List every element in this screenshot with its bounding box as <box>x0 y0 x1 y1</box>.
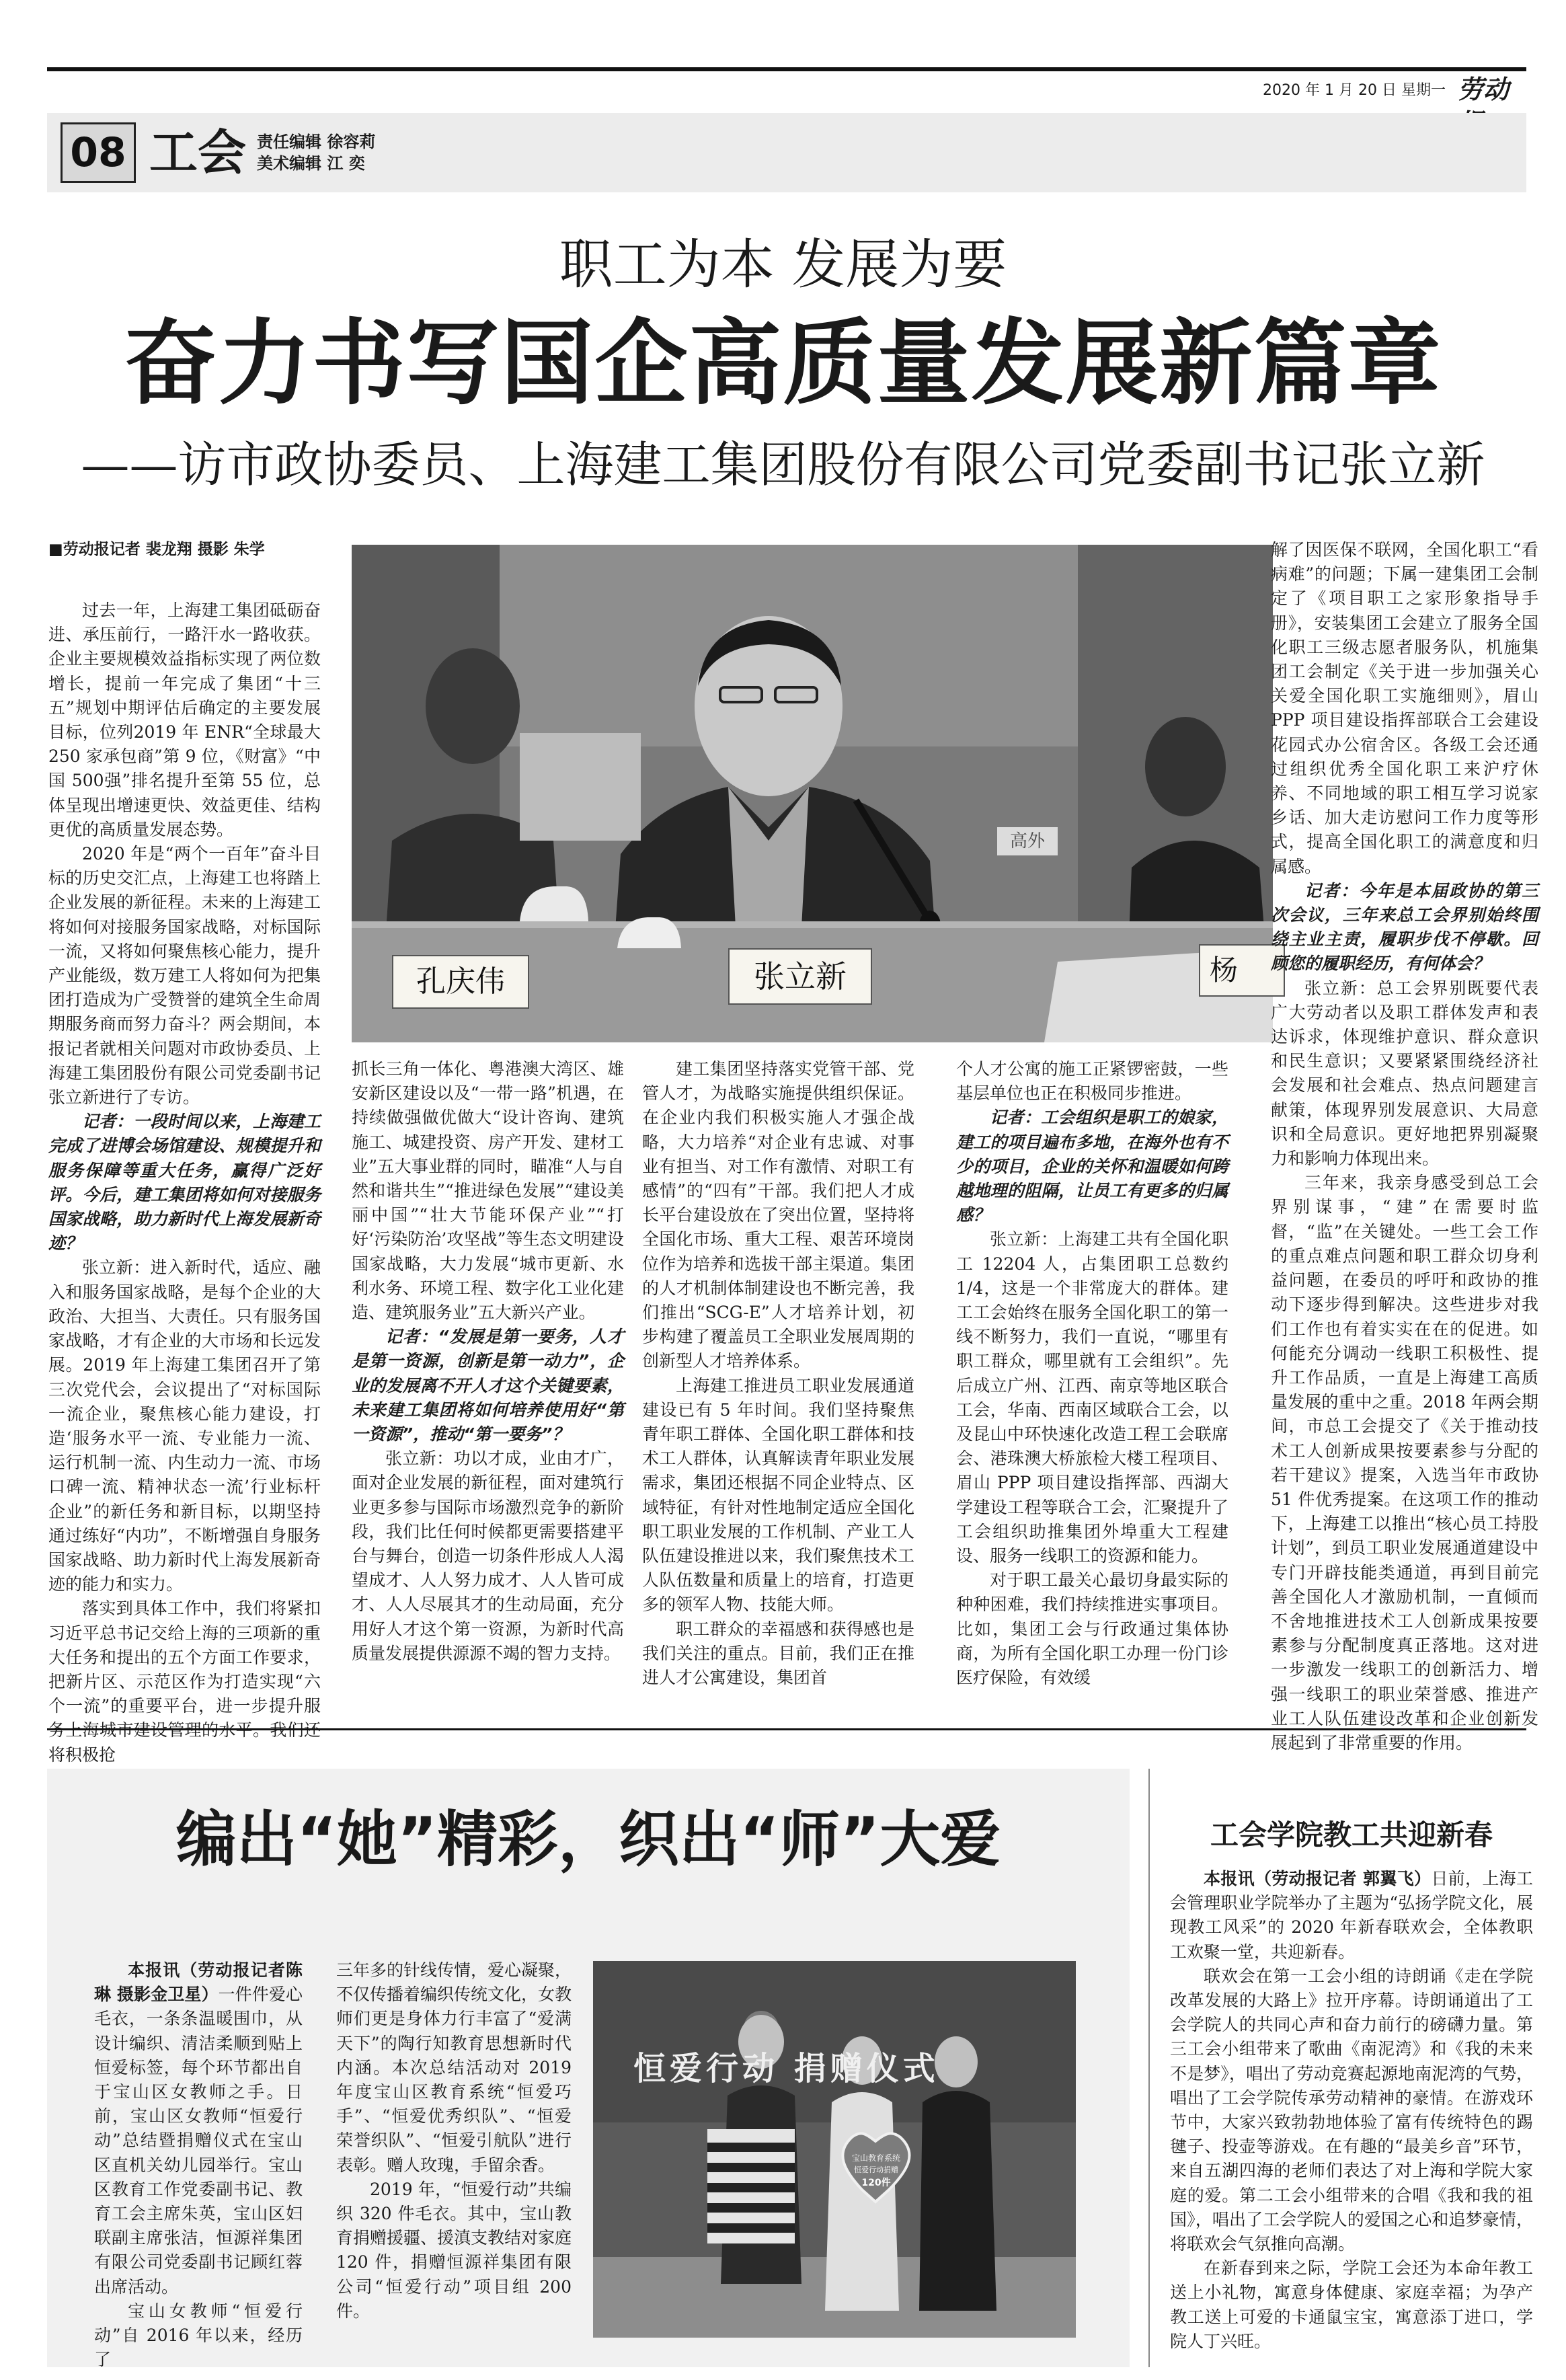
lead-kicker: 职工为本 发展为要 <box>559 233 1007 296</box>
answer-paragraph: 三年来，我亲身感受到总工会界别谋事，“建”在需要时监督，“监”在关键处。一些工会工作的重点难点问题和职工群众切身利益问题，在委员的呼吁和政协的推动下逐步得到解决。这些进步对我们工作也有着实实在在的促进。如何能充分调动一线职工积极性、提升工作品质，一直是上海建工高质量发展的重中之重。2018 年两会期间，市总工会提交了《关于推动技术工人创新成果按要素参与分配的若干建议》提案，入选当年市政协 51 件优秀提案。在这项工作的推动下，上海建工以推出“核心员工持股计划”，到员工职业发展通道建设中专门开辟技能类通道，再到目前完善全国化人才激励机制，一直倾而不舍地推进技术工人创新成果按要素参与分配制度真正落地。这对进一步激发一线职工的创新活力、增强一线职工的职业荣誉感、推进产业工人队伍建设改革和企业创新发展起到了非常重要的作用。 <box>1271 1173 1538 1753</box>
paragraph: 抓长三角一体化、粤港澳大湾区、雄安新区建设以及“一带一路”机遇，在持续做强做优做大“设计咨询、建筑施工、城建投资、房产开发、建材工业”五大事业群的同时，瞄准“人与自然和谐共生”“推进绿色发展”“建设美丽中国”“壮大节能环保产业”“打好‘污染防治’攻坚战”等生态文明建设国家战略，大力发展“城市更新、水利水务、环境工程、数字化工业化建造、建筑服务业”五大新兴产业。 <box>352 1059 624 1323</box>
answer-paragraph: 张立新：上海建工共有全国化职工 12204 人，占集团职工总数约 1/4，这是一个非常庞大的群体。建工工会始终在服务全国化职工的第一线不断努力，我们一直说，“哪里有职工群众，哪里就有工会组织”。先后成立广州、江西、南京等地区联合工会，华南、西南区域联合工会，以及昆山中环快速化改造工程工会联席会、港珠澳大桥旅检大楼工程项目、眉山 PPP 项目建设指挥部、西湖大学建设工程等联合工会，汇聚提升了工会组织助推集团外埠重大工程建设、服务一线职工的资源和能力。 <box>956 1229 1228 1566</box>
paragraph: 职工群众的幸福感和获得感也是我们关注的重点。目前，我们正在推进人才公寓建设，集团首 <box>642 1619 914 1688</box>
byline-paragraph <box>94 1958 303 2299</box>
lead-column-3 <box>642 1057 914 1689</box>
paragraph: 过去一年，上海建工集团砥砺奋进、承压前行，一路汗水一路收获。企业主要规模效益指标实现了两位数增长，提前一年完成了集团“十三五”规划中期评估后确定的主要发展目标，位列2019 年 ENR“全球最大 250 家承包商”第 9 位，《财富》“中国 500强”排名提升至第 55 位，总体呈现出增速更快、效益更佳、结构更优的高质量发展态势。 <box>48 601 321 839</box>
photo-card-line: 恒爱行动捐赠 <box>854 2165 898 2174</box>
lead-column-1 <box>48 599 321 1765</box>
answer-paragraph: 落实到具体工作中，我们将紧扣习近平总书记交给上海的三项新的重大任务和提出的五个方面工作要求，把新片区、示范区作为打造实现“六个一流”的重要平台，进一步提升服 将积极抢 <box>48 1599 321 1765</box>
knitting-column-2 <box>336 1958 572 2335</box>
photo-banner-text: 恒爱行动 捐赠仪式 <box>633 2050 939 2087</box>
newspaper-logo: 劳动 <box>1458 74 1510 104</box>
paragraph: 个人才公寓的施工正紧锣密鼓，一些基层单位也正在积极同步推进。 <box>956 1059 1228 1104</box>
paragraph: 解了因医保不联网，全国化职工“看病难”的问题；下属一建集团工会制定了《项目职工之家形象指导手册》，安装集团工会建立了服务全国化职工三级志愿者服务队，机施集团工会制定《关于进一步加强关心关爱全国化职工实施细则》，眉山 PPP 项目建设指挥部联合工会建设花园式办公宿舍区。各级工会还通过组织优秀全国化职工来沪疗休养、不同地域的职工相互学习说家乡话、加大走访慰问工作力度等形式，提高全国化职工的满意度和归属感。 <box>1271 540 1538 876</box>
paragraph: 建工集团坚持落实党管干部、党管人才，为战略实施提供组织保证。在企业内我们积极实施人才强企战略，大力培养“对企业有忠诚、对事业有担当、对工作有激情、对职工有感情”的“四有”干部。我们把人才成长平台建设放在了突出位置，坚持将全国化市场、重大工程、艰苦环境岗位作为培养和选拔干部主渠道。集团的人才机制体制建设也不断完善，我们推出“SCG-E”人才培养计划，初步构建了覆盖员工全职业发展周期的创新型人才培养体系。 <box>642 1059 914 1371</box>
knitting-photo <box>593 1961 1076 2338</box>
byline-name: 陈琳 摄影金卫星） <box>94 1960 303 2005</box>
lead-subhead: ——访市政协委员、上海建工集团股份有限公司党委副书记张立新 <box>81 436 1485 493</box>
answer-paragraph: 张立新：总工会界别既要代表广大劳动者以及职工群体发声和表达诉求，体现维护意识、群众意识和民生意识；又要紧紧围绕经济社会发展和社会难点、热点问题建言献策，体现界别发展意识、大局意识和全局意识。更好地把界别凝聚力和影响力体现出来。 <box>1271 978 1538 1169</box>
page-number-box <box>61 122 136 183</box>
nameplate-kong: 孔庆伟 <box>392 955 529 1009</box>
lead-column-4 <box>956 1057 1228 1689</box>
paragraph: 2019 年，“恒爱行动”共编织 320 件毛衣。其中，宝山教育捐赠援疆、援滇支教结对家庭 120 件，捐赠恒源祥集团有限公司“恒爱行动”项目组 200件。 <box>336 2179 572 2321</box>
issue-date: 2020 年 1 月 20 日 星期一 <box>1263 82 1446 99</box>
new-year-headline: 工会学院教工共迎新春 <box>1210 1818 1493 1851</box>
lead-text: 一件件爱心毛衣，一条条温暖围巾，从设计编织、清洁柔顺到贴上恒爱标签，每个环节都出自于宝山区女教师之手。日前，宝山区女教师“恒爱行动”总结暨捐赠仪式在宝山区直机关幼儿园举行。宝山区教育工作党委副书记、教育工会主席朱英，宝山区妇联副主席张洁，恒源祥集团有限公司党委副书记顾红蓉出席活动。 <box>94 1985 303 2297</box>
photo-card-title: 宝山教育系统 <box>851 2153 900 2163</box>
answer-paragraph: 张立新：进入新时代，适应、融入和服务国家战略，是每个企业的大政治、大担当、大责任。只有服务国家战略，才有企业的大市场和长远发展。2019 年上海建工集团召开了第三次党代会，会议提出了“对标国际一流企业，聚焦核心能力建设，打造‘服务水平一流、专业能力一流、运行机制一流、内生动力一流、市场口碑一流、精神状态一流’行业标杆企业”的新任务和新目标，以期坚持通过练好“内功”，不断增强自身服务国家战略、助力新时代上海发展新奇迹的能力和实力。 <box>48 1258 321 1595</box>
bottom-column-divider <box>1148 1769 1150 2367</box>
knitting-headline: 编出“她”精彩，织出“师”大爱 <box>175 1804 1001 1875</box>
lead-column-5 <box>1271 538 1538 1753</box>
editor-line-2: 美术编辑 江 奕 <box>257 154 365 173</box>
top-rule <box>47 67 1526 71</box>
question-2: 记者：“发展是第一要务，人才是第一资源，创新是第一动力”，企业的发展离不开人才这个关键要素，未来建工集团将如何培养使用好“第一资源”，推动“第一要务”？ <box>352 1327 624 1445</box>
paragraph: 2020 年是“两个一百年”奋斗目标的历史交汇点，上海建工也将踏上企业发展的新征程。未来的上海建工将如何对接服务国家战略，对标国际一流，又将如何聚焦核心能力，提升产业能级，数万建工人将如何为把集团打造成为广受赞誉的建筑全生命周期服务商而努力奋斗？两会期间，本报记者就相关问题对市政协委员、上海建工集团股份有限公司党委副书记张立新进行了专访。 <box>48 844 321 1108</box>
photo-card-number: 120件 <box>861 2178 891 2188</box>
question-4: 记者：今年是本届政协的第三次会议，三年来总工会界别始终围绕主业主责，履职步伐不停歇。回顾您的履职经历，有何体会？ <box>1271 880 1538 974</box>
section-header-bar <box>47 113 1526 192</box>
lead-headline: 奋力书写国企高质量发展新篇章 <box>124 309 1442 418</box>
byline-paragraph <box>1170 1867 1533 1964</box>
nameplate-yang: 杨 <box>1199 944 1285 997</box>
nameplate-zhang: 张立新 <box>728 948 872 1005</box>
paragraph: 三年多的针线传情，爱心凝聚，不仅传播着编织传统文化，女教师们更是身体力行丰富了“爱满天下”的陶行知教育思想新时代内涵。本次总结活动对 2019 年度宝山区教育系统“恒爱巧手”、“恒爱优秀织队”、“恒爱荣誉织队”、“恒爱引航队”进行表彰。赠人玫瑰，手留余香。 <box>336 1960 572 2175</box>
lead-text: 日前，上海工会管理职业学院举办了主题为“弘扬学院文化，展现教工风采”的 2020 年新春联欢会，全体教职工欢聚一堂，共迎新春。 <box>1170 1869 1533 1962</box>
lead-photo <box>352 545 1273 1042</box>
lead-column-2 <box>352 1057 624 1689</box>
byline: 本报讯（劳动报记者 郭翼飞） <box>1204 1869 1432 1888</box>
answer-paragraph: 对于职工最关心最切身最实际的种种困难，我们持续推进实事项目。比如，集团工会与行政通过集体协商，为所有全国化职工办理一份门诊医疗保险，有效缓 <box>956 1570 1228 1688</box>
knitting-photo-illustration <box>593 1961 1076 2338</box>
paragraph: 在新春到来之际，学院工会还为本命年教工送上小礼物，寓意身体健康、家庭幸福；为孕产教工送上可爱的卡通鼠宝宝，寓意添丁进口，学院人丁兴旺。 <box>1170 2258 1533 2351</box>
paragraph: 宝山女教师“恒爱行动”自 2016 年以来，经历了 <box>94 2301 303 2370</box>
editor-line-1: 责任编辑 徐容莉 <box>257 132 376 151</box>
photo-badge: 高外 <box>997 827 1058 855</box>
page-number: 08 <box>70 129 126 176</box>
lead-byline: ■劳动报记者 裴龙翔 摄影 朱学 <box>48 541 265 558</box>
question-3: 记者：工会组织是职工的娘家，建工的项目遍布多地，在海外也有不少的项目，企业的关怀和温暖如何跨越地理的阻隔，让员工有更多的归属感？ <box>956 1108 1228 1225</box>
question-1: 记者：一段时间以来，上海建工完成了进博会场馆建设、规模提升和服务保障等重大任务，赢得广泛好评。今后，建工集团将如何对接服务国家战略，助力新时代上海发展新奇迹？ <box>48 1112 321 1254</box>
new-year-column <box>1170 1867 1533 2365</box>
section-name: 工会 <box>149 124 247 181</box>
mid-divider <box>47 1728 1526 1730</box>
byline-label: 本报讯（劳动报记者 <box>128 1960 286 1980</box>
paragraph: 上海建工推进员工职业发展通道建设已有 5 年时间。我们坚持聚焦青年职工群体、全国化职工群体和技术工人群体，认真解读青年职业发展需求，集团还根据不同企业特点、区域特征，有针对性地制定适应全国化职工职业发展的工作机制、产业工人队伍建设推进以来，我们聚焦技术工人队伍数量和质量上的培育，打造更多的领军人物、技能大师。 <box>642 1375 914 1615</box>
answer-paragraph: 张立新：功以才成，业由才广，面对企业发展的新征程，面对建筑行业更多参与国际市场激烈竞争的新阶段，我们比任何时候都更需要搭建平台与舞台，创造一切条件形成人人渴望成才、人人努力成才、人人皆可成才、人人尽展其才的生动局面，充分用好人才这个第一资源，为新时代高质量发展提供源源不竭的智力支持。 <box>352 1449 624 1663</box>
paragraph: 联欢会在第一工会小组的诗朗诵《走在学院改革发展的大路上》拉开序幕。诗朗诵道出了工会学院人的共同心声和奋力前行的磅礴力量。第三工会小组带来了歌曲《南泥湾》和《我的未来不是梦》，唱出了劳动竞赛起源地南泥湾的气势，唱出了工会学院传承劳动精神的豪情。在游戏环节中，大家兴致勃勃地体验了富有传统特色的踢毽子、投壶等游戏。在有趣的“最美乡音”环节，来自五湖四海的老师们表达了对上海和学院大家庭的爱。第二工会小组带来的合唱《我和我的祖国》，唱出了工会学院人的爱国之心和追梦豪情，将联欢会气氛推向高潮。 <box>1170 1966 1533 2254</box>
knitting-column-1 <box>94 1958 303 2370</box>
